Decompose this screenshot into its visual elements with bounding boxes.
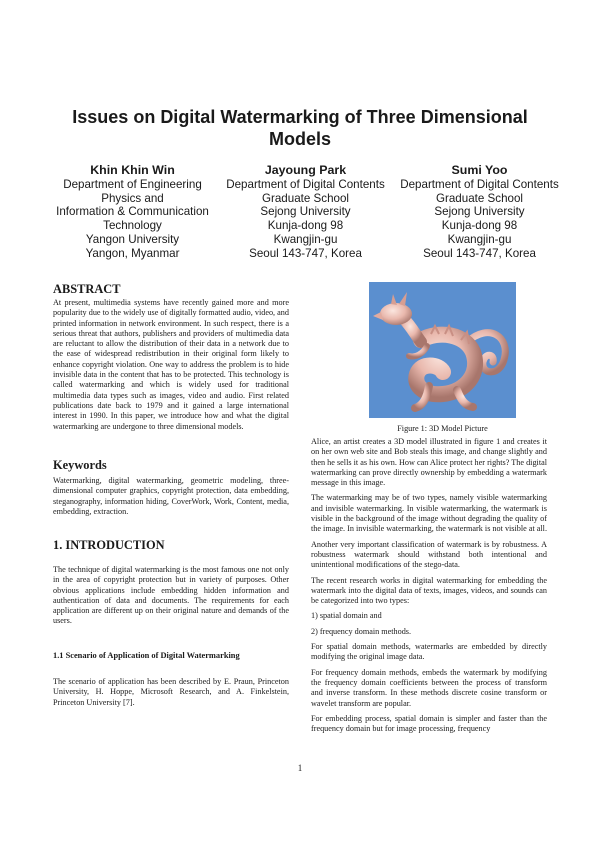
paragraph: Another very important classification of watermark is by robustness. A robustness watermark should withstand both intentional and unintentional modifications of the stego-data.	[311, 539, 547, 570]
right-column	[311, 437, 547, 734]
author-affiliation-line: Sejong University	[434, 205, 525, 219]
author-affiliation-line: Physics and	[101, 191, 164, 205]
author-affiliation-line: Sejong University	[260, 205, 351, 219]
introduction-heading: 1. INTRODUCTION	[53, 538, 165, 552]
paragraph: The watermarking may be of two types, namely visible watermarking and invisible watermarking. In visible watermarking, the watermark is visible in the background of the image without degrading the quality of the image. In invisible watermarking, the watermark is not visible at all.	[311, 493, 548, 534]
list-item: 2) frequency domain methods.	[311, 626, 412, 636]
list-item: 1) spatial domain and	[311, 611, 382, 621]
title-line-1: Issues on Digital Watermarking of Three Dimensional	[72, 107, 528, 127]
abstract-heading: ABSTRACT	[53, 282, 121, 296]
author-affiliation-line: Kwangjin-gu	[447, 232, 512, 246]
dragon-model-illustration	[369, 282, 516, 418]
author-affiliation-line: Seoul 143-747, Korea	[249, 246, 362, 260]
author-affiliation-line: Department of Digital Contents	[400, 177, 559, 191]
paragraph: For embedding process, spatial domain is simpler and faster than the frequency domain but for image processing, frequency	[311, 713, 547, 734]
author-name: Jayoung Park	[264, 163, 347, 177]
author-affiliation-line: Department of Digital Contents	[226, 177, 385, 191]
author-affiliation-line: Technology	[103, 219, 162, 233]
author-affiliation-line: Graduate School	[261, 191, 349, 205]
figure-caption: Figure 1: 3D Model Picture	[397, 424, 488, 433]
author-block-1	[45, 164, 220, 261]
author-affiliation-line: Information & Communication	[56, 205, 209, 219]
author-affiliation-line: Kwangjin-gu	[273, 232, 338, 246]
paragraph: The recent research works in digital watermarking for embedding the watermark into the digital data of texts, images, videos, and sounds can be categorized into two types:	[311, 575, 547, 606]
author-name: Khin Khin Win	[90, 163, 175, 177]
title-line-2: Models	[268, 129, 331, 149]
paper-title	[40, 106, 560, 150]
author-affiliation-line: Yangon, Myanmar	[85, 246, 180, 260]
page-number: 1	[297, 763, 303, 773]
dragon-model-figure	[369, 282, 516, 418]
paragraph: For spatial domain methods, watermarks are embedded by directly modifying the original image data.	[311, 642, 547, 662]
paragraph: For frequency domain methods, embeds the watermark by modifying the frequency domain coefficients between the process of transform and inverse transform. In these methods discrete cosine transform or wavelet transform are popular.	[311, 667, 547, 708]
author-affiliation-line: Kunja-dong 98	[267, 219, 344, 233]
author-name: Sumi Yoo	[451, 163, 508, 177]
introduction-text: The technique of digital watermarking is the most famous one not only in the area of copyright protection but in variety of purposes. Other obvious applications include embedding hidden information and authentication of data and documents. The requirements for each application are different up on their original nature and demands of the users.	[53, 565, 289, 626]
author-affiliation-line: Graduate School	[435, 191, 523, 205]
author-affiliation-line: Seoul 143-747, Korea	[423, 246, 536, 260]
author-block-3	[392, 164, 567, 261]
author-block-2	[218, 164, 393, 261]
author-affiliation-line: Kunja-dong 98	[441, 219, 518, 233]
keywords-heading: Keywords	[53, 458, 107, 472]
abstract-text: At present, multimedia systems have recently gained more and more popularity due to the widely use of digitally formatted audio, video, and printed information in network environment. In such respect, there is a serious threat that authors, publishers and providers of multimedia data are reluctant to allow the distribution of their data in a network due to the ease of widespread redistribution in their original form likely to enhance copyright violation. One way to address the problem is to hide invisible data in the content that has to be protected. This technology is called watermarking and which is widely used for traditional multimedia data types such as images, video and audio. First related publications date back to 1979 and it gained a large international interest in 1990. In this paper, we introduce how and what the digital watermarking are undergone to three dimensional models.	[53, 298, 289, 431]
subsection-heading: 1.1 Scenario of Application of Digital Watermarking	[53, 651, 240, 660]
paragraph: Alice, an artist creates a 3D model illustrated in figure 1 and creates it on her own web site and Bob steals this image, and change slightly and then he sells it as his own. How can Alice protect her rights? The digital watermarking can prove directly ownership by embedding a watermark message in this image.	[311, 437, 547, 488]
author-affiliation-line: Yangon University	[85, 232, 180, 246]
author-affiliation-line: Department of Engineering	[63, 177, 202, 191]
keywords-text: Watermarking, digital watermarking, geometric modeling, three-dimensional computer graphics, copyright protection, data embedding, steganography, information hiding, CoverWork, Work, Content, media, embedding, extraction.	[53, 476, 289, 516]
subsection-text: The scenario of application has been described by E. Praun, Princeton University, H. Hoppe, Microsoft Research, and A. Finkelstein, Princeton University [7].	[53, 677, 289, 707]
